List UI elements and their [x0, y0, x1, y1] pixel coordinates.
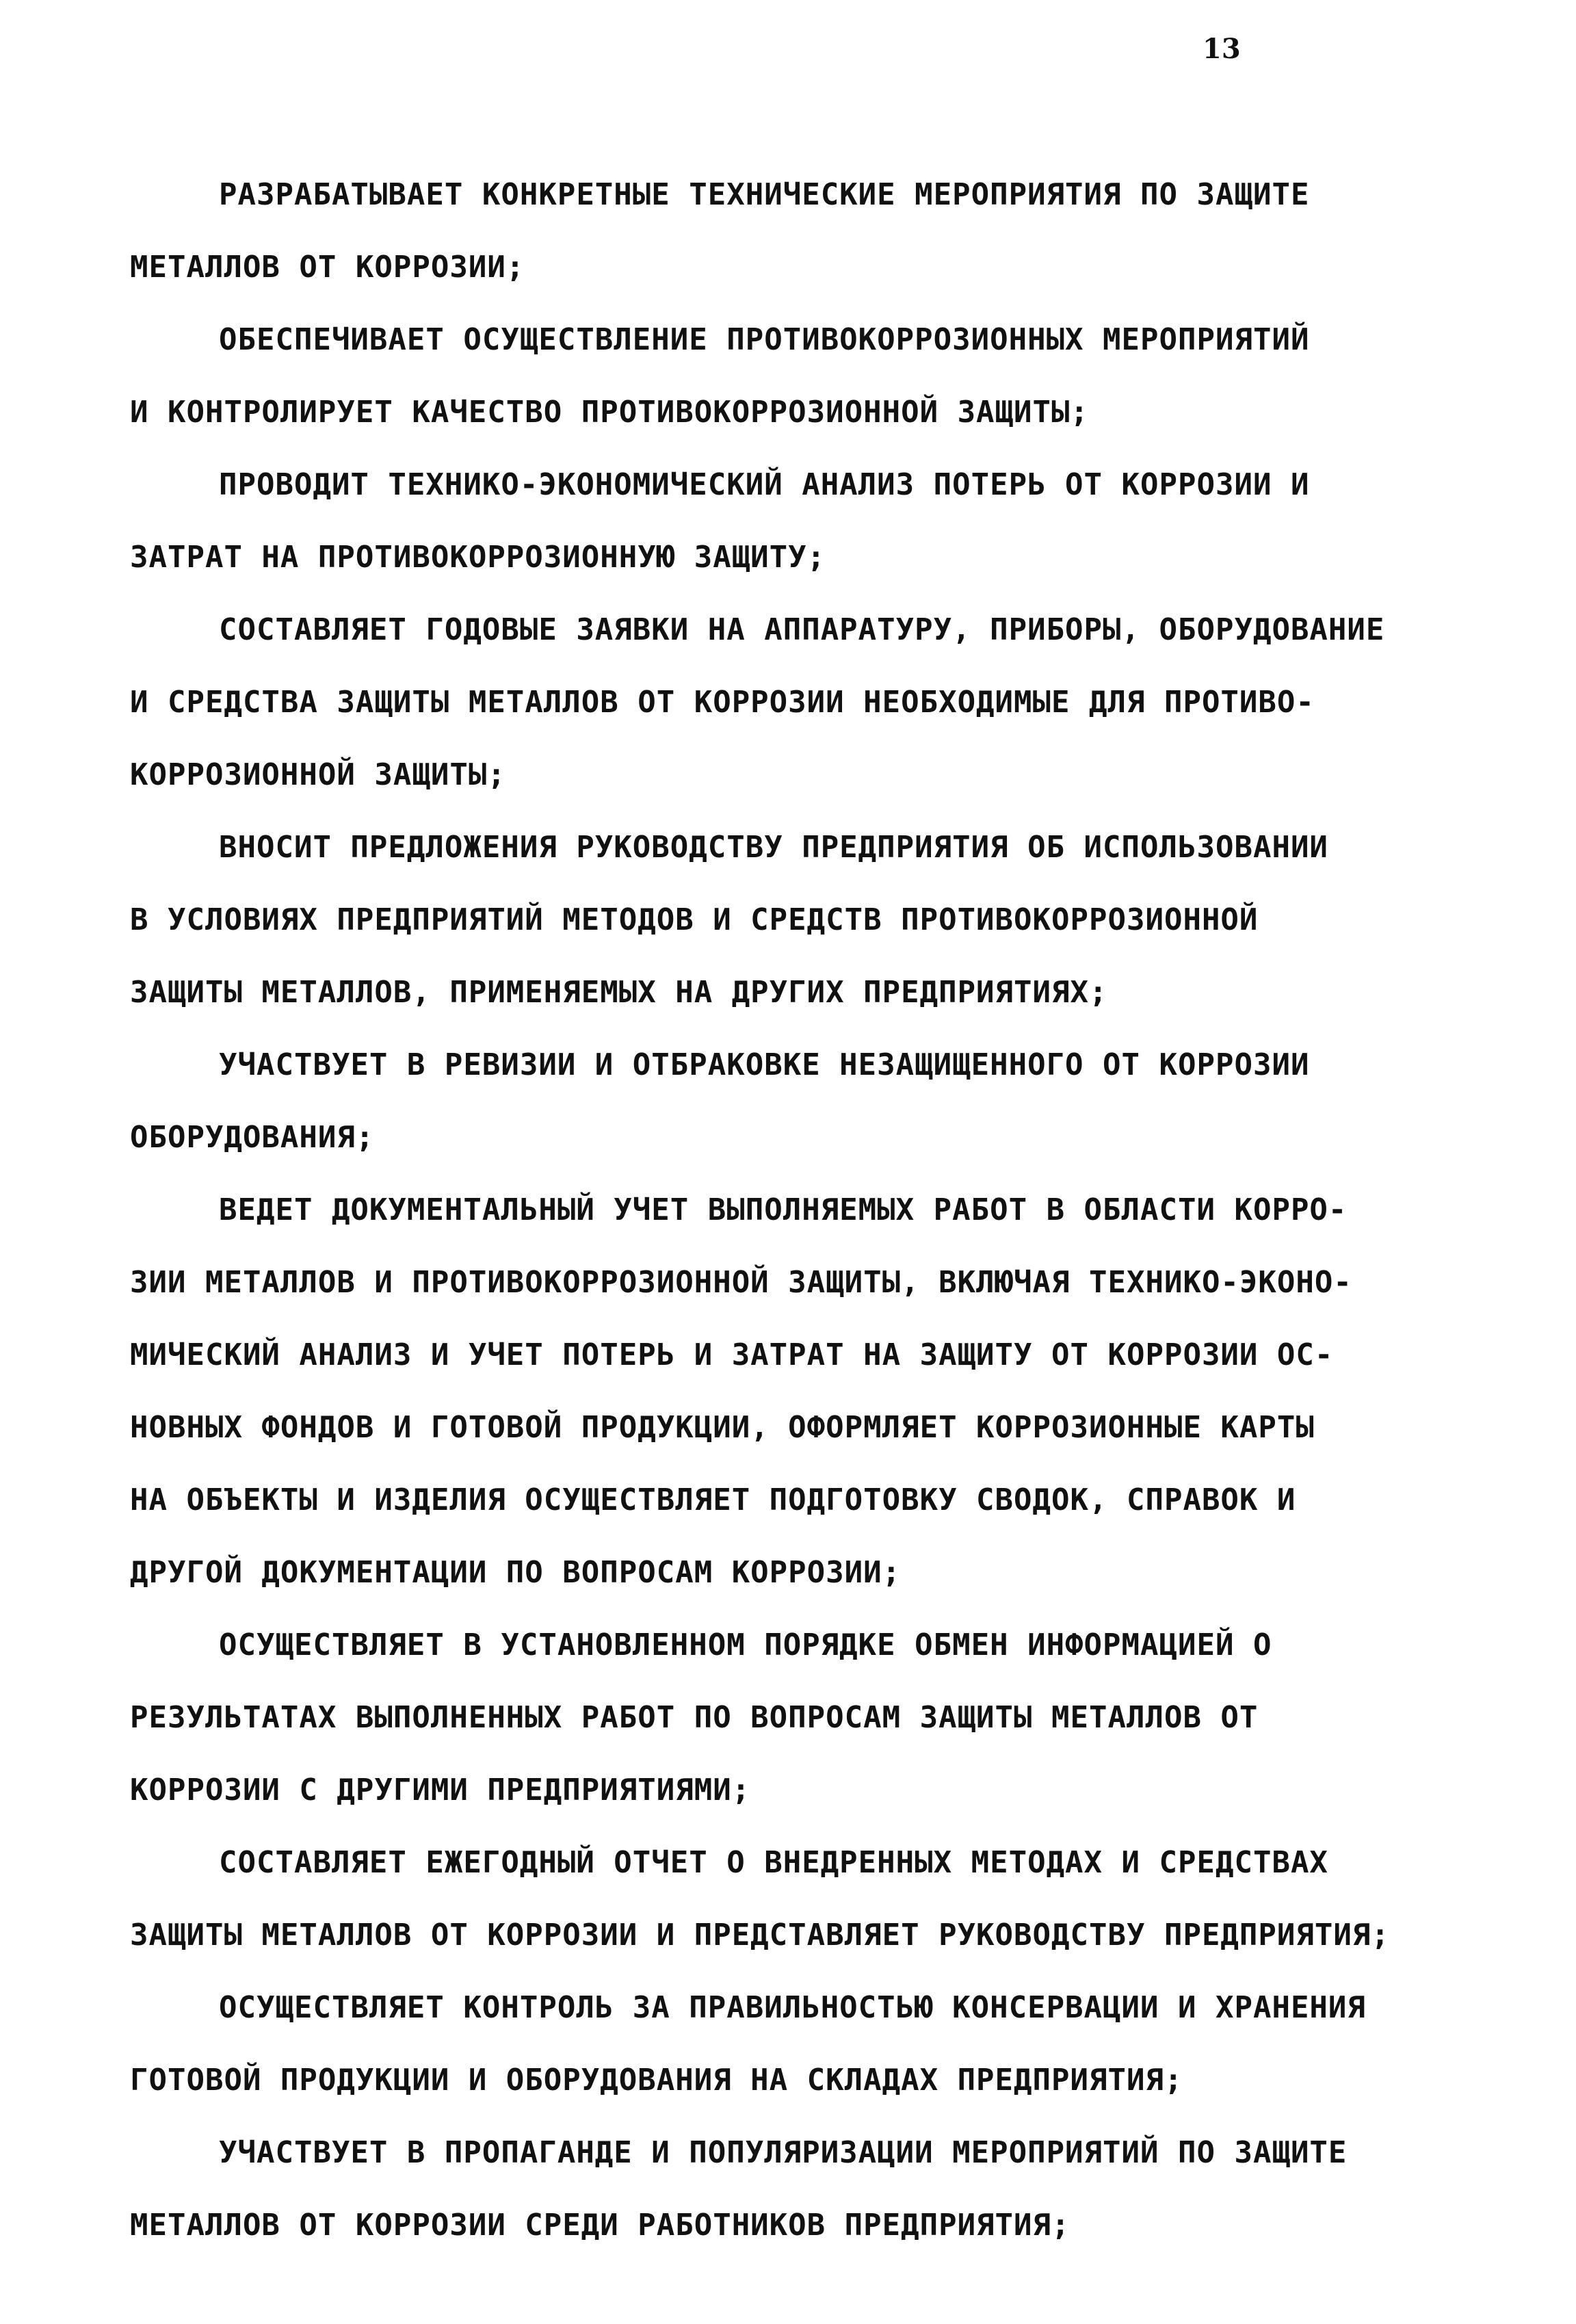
text-line: ОСУЩЕСТВЛЯЕТ КОНТРОЛЬ ЗА ПРАВИЛЬНОСТЬЮ КОНСЕРВАЦИИ И ХРАНЕНИЯ [219, 1990, 1366, 2025]
text-line: И СРЕДСТВА ЗАЩИТЫ МЕТАЛЛОВ ОТ КОРРОЗИИ НЕОБХОДИМЫЕ ДЛЯ ПРОТИВО- [130, 685, 1315, 720]
text-line: В УСЛОВИЯХ ПРЕДПРИЯТИЙ МЕТОДОВ И СРЕДСТВ ПРОТИВОКОРРОЗИОННОЙ [130, 902, 1259, 937]
paragraph [130, 2117, 1491, 2262]
text-line: КОРРОЗИИ С ДРУГИМИ ПРЕДПРИЯТИЯМИ; [130, 1773, 751, 1807]
text-line: УЧАСТВУЕТ В РЕВИЗИИ И ОТБРАКОВКЕ НЕЗАЩИЩЕННОГО ОТ КОРРОЗИИ [219, 1047, 1310, 1082]
text-line: И КОНТРОЛИРУЕТ КАЧЕСТВО ПРОТИВОКОРРОЗИОННОЙ ЗАЩИТЫ; [130, 395, 1090, 430]
body-text [130, 159, 1491, 2262]
text-line: ОБЕСПЕЧИВАЕТ ОСУЩЕСТВЛЕНИЕ ПРОТИВОКОРРОЗИОННЫХ МЕРОПРИЯТИЙ [219, 322, 1310, 357]
text-line: СОСТАВЛЯЕТ ЕЖЕГОДНЫЙ ОТЧЕТ О ВНЕДРЕННЫХ МЕТОДАХ И СРЕДСТВАХ [219, 1845, 1328, 1880]
text-line: ОБОРУДОВАНИЯ; [130, 1120, 375, 1155]
paragraph [130, 1609, 1491, 1827]
text-line: НА ОБЪЕКТЫ И ИЗДЕЛИЯ ОСУЩЕСТВЛЯЕТ ПОДГОТОВКУ СВОДОК, СПРАВОК И [130, 1483, 1296, 1517]
paragraph [130, 1029, 1491, 1174]
text-line: РАЗРАБАТЫВАЕТ КОНКРЕТНЫЕ ТЕХНИЧЕСКИЕ МЕРОПРИЯТИЯ ПО ЗАЩИТЕ [219, 177, 1310, 212]
text-line: ВНОСИТ ПРЕДЛОЖЕНИЯ РУКОВОДСТВУ ПРЕДПРИЯТИЯ ОБ ИСПОЛЬЗОВАНИИ [219, 830, 1328, 865]
paragraph [130, 449, 1491, 594]
text-line: ДРУГОЙ ДОКУМЕНТАЦИИ ПО ВОПРОСАМ КОРРОЗИИ; [130, 1555, 902, 1590]
text-line: УЧАСТВУЕТ В ПРОПАГАНДЕ И ПОПУЛЯРИЗАЦИИ МЕРОПРИЯТИЙ ПО ЗАЩИТЕ [219, 2135, 1348, 2170]
text-line: НОВНЫХ ФОНДОВ И ГОТОВОЙ ПРОДУКЦИИ, ОФОРМЛЯЕТ КОРРОЗИОННЫЕ КАРТЫ [130, 1410, 1315, 1445]
paragraph [130, 1174, 1491, 1609]
text-line: МЕТАЛЛОВ ОТ КОРРОЗИИ; [130, 250, 525, 285]
paragraph [130, 594, 1491, 811]
text-line: РЕЗУЛЬТАТАХ ВЫПОЛНЕННЫХ РАБОТ ПО ВОПРОСАМ ЗАЩИТЫ МЕТАЛЛОВ ОТ [130, 1700, 1259, 1735]
paragraph [130, 304, 1491, 449]
text-line: ОСУЩЕСТВЛЯЕТ В УСТАНОВЛЕННОМ ПОРЯДКЕ ОБМЕН ИНФОРМАЦИЕЙ О [219, 1628, 1272, 1662]
page-number: 13 [1203, 33, 1241, 65]
text-line: КОРРОЗИОННОЙ ЗАЩИТЫ; [130, 757, 506, 792]
paragraph [130, 159, 1491, 304]
text-line: ВЕДЕТ ДОКУМЕНТАЛЬНЫЙ УЧЕТ ВЫПОЛНЯЕМЫХ РАБОТ В ОБЛАСТИ КОРРО- [219, 1192, 1348, 1227]
paragraph [130, 1827, 1491, 1972]
text-line: МЕТАЛЛОВ ОТ КОРРОЗИИ СРЕДИ РАБОТНИКОВ ПРЕДПРИЯТИЯ; [130, 2208, 1071, 2243]
text-line: МИЧЕСКИЙ АНАЛИЗ И УЧЕТ ПОТЕРЬ И ЗАТРАТ НА ЗАЩИТУ ОТ КОРРОЗИИ ОС- [130, 1337, 1334, 1372]
text-line: ЗИИ МЕТАЛЛОВ И ПРОТИВОКОРРОЗИОННОЙ ЗАЩИТЫ, ВКЛЮЧАЯ ТЕХНИКО-ЭКОНО- [130, 1265, 1352, 1300]
text-line: ЗАЩИТЫ МЕТАЛЛОВ ОТ КОРРОЗИИ И ПРЕДСТАВЛЯЕТ РУКОВОДСТВУ ПРЕДПРИЯТИЯ; [130, 1918, 1390, 1953]
text-line: ГОТОВОЙ ПРОДУКЦИИ И ОБОРУДОВАНИЯ НА СКЛАДАХ ПРЕДПРИЯТИЯ; [130, 2063, 1183, 2098]
text-line: ПРОВОДИТ ТЕХНИКО-ЭКОНОМИЧЕСКИЙ АНАЛИЗ ПОТЕРЬ ОТ КОРРОЗИИ И [219, 467, 1310, 502]
paragraph [130, 811, 1491, 1029]
text-line: СОСТАВЛЯЕТ ГОДОВЫЕ ЗАЯВКИ НА АППАРАТУРУ, ПРИБОРЫ, ОБОРУДОВАНИЕ [219, 612, 1385, 647]
text-line: ЗАЩИТЫ МЕТАЛЛОВ, ПРИМЕНЯЕМЫХ НА ДРУГИХ ПРЕДПРИЯТИЯХ; [130, 975, 1108, 1010]
text-line: ЗАТРАТ НА ПРОТИВОКОРРОЗИОННУЮ ЗАЩИТУ; [130, 540, 826, 575]
paragraph [130, 1972, 1491, 2117]
